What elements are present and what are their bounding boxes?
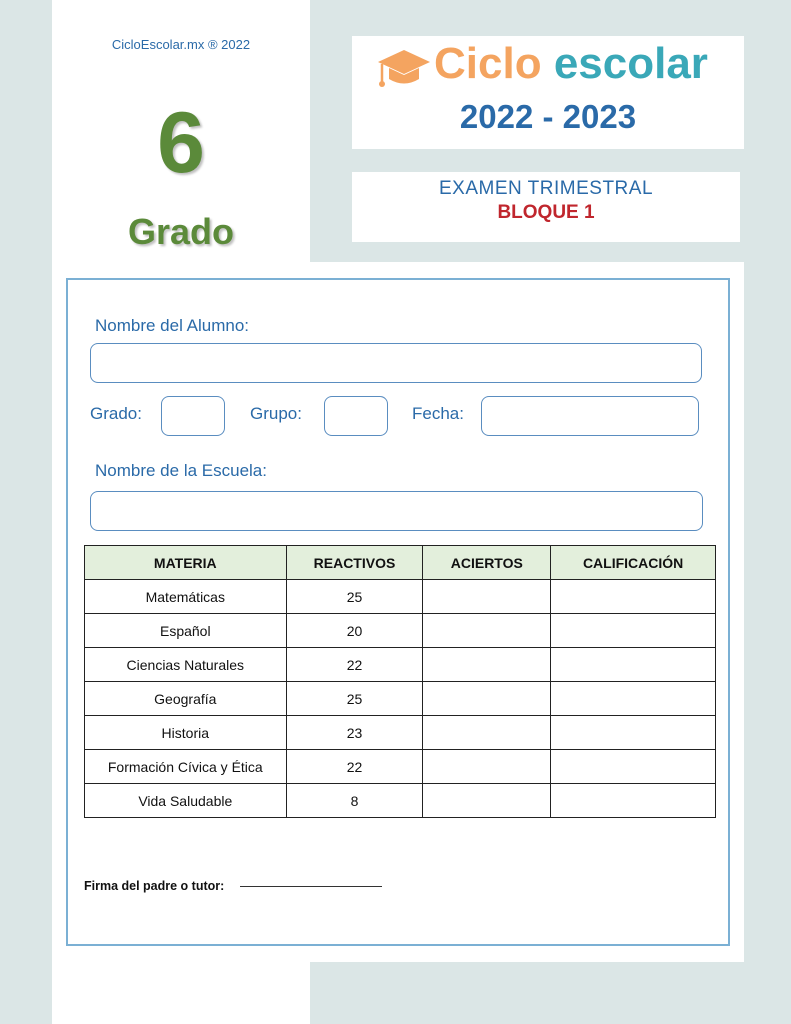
items-cell: 22 xyxy=(286,648,423,682)
graduation-cap-icon xyxy=(376,46,432,94)
correct-cell[interactable] xyxy=(423,682,551,716)
subject-cell: Formación Cívica y Ética xyxy=(85,750,287,784)
grade-field[interactable] xyxy=(161,396,225,436)
school-year: 2022 - 2023 xyxy=(459,98,637,135)
subject-cell: Español xyxy=(85,614,287,648)
table-header-row xyxy=(85,546,716,580)
exam-block: BLOQUE 1 xyxy=(497,202,595,223)
correct-cell[interactable] xyxy=(423,648,551,682)
grade-word: Grado xyxy=(127,211,234,252)
score-cell[interactable] xyxy=(551,784,716,818)
items-cell: 22 xyxy=(286,750,423,784)
grades-table xyxy=(84,545,716,818)
items-cell: 25 xyxy=(286,580,423,614)
correct-cell[interactable] xyxy=(423,750,551,784)
header-aciertos: ACIERTOS xyxy=(423,546,551,580)
table-row xyxy=(85,682,716,716)
signature-blank[interactable] xyxy=(240,886,382,887)
student-name-label: Nombre del Alumno: xyxy=(95,316,250,335)
header-calificacion: CALIFICACIÓN xyxy=(551,546,716,580)
score-cell[interactable] xyxy=(551,716,716,750)
table-row xyxy=(85,614,716,648)
date-field[interactable] xyxy=(481,396,699,436)
score-cell[interactable] xyxy=(551,682,716,716)
group-label: Grupo: xyxy=(250,404,302,423)
exam-title: EXAMEN TRIMESTRAL xyxy=(438,178,654,199)
items-cell: 20 xyxy=(286,614,423,648)
correct-cell[interactable] xyxy=(423,784,551,818)
subject-cell: Matemáticas xyxy=(85,580,287,614)
header-materia: MATERIA xyxy=(85,546,287,580)
items-cell: 25 xyxy=(286,682,423,716)
score-cell[interactable] xyxy=(551,580,716,614)
table-row xyxy=(85,750,716,784)
table-row xyxy=(85,648,716,682)
items-cell: 23 xyxy=(286,716,423,750)
grade-number: 6 xyxy=(157,95,205,191)
table-row xyxy=(85,784,716,818)
score-cell[interactable] xyxy=(551,648,716,682)
subject-cell: Ciencias Naturales xyxy=(85,648,287,682)
table-row xyxy=(85,580,716,614)
table-row xyxy=(85,716,716,750)
copyright-text: CicloEscolar.mx ® 2022 xyxy=(111,37,251,52)
correct-cell[interactable] xyxy=(423,716,551,750)
school-name-field[interactable] xyxy=(90,491,703,531)
school-name-label: Nombre de la Escuela: xyxy=(95,461,267,480)
brand-word-ciclo: Ciclo xyxy=(434,39,542,88)
date-label: Fecha: xyxy=(412,404,464,423)
correct-cell[interactable] xyxy=(423,580,551,614)
subject-cell: Historia xyxy=(85,716,287,750)
subject-cell: Vida Saludable xyxy=(85,784,287,818)
grade-label: Grado: xyxy=(90,404,142,423)
group-field[interactable] xyxy=(324,396,388,436)
items-cell: 8 xyxy=(286,784,423,818)
brand-word-escolar: escolar xyxy=(553,39,708,88)
signature-label: Firma del padre o tutor: xyxy=(84,879,225,893)
subject-cell: Geografía xyxy=(85,682,287,716)
score-cell[interactable] xyxy=(551,750,716,784)
correct-cell[interactable] xyxy=(423,614,551,648)
score-cell[interactable] xyxy=(551,614,716,648)
brand-title xyxy=(434,39,708,88)
student-name-field[interactable] xyxy=(90,343,702,383)
header-reactivos: REACTIVOS xyxy=(286,546,423,580)
signature-line xyxy=(84,879,382,893)
